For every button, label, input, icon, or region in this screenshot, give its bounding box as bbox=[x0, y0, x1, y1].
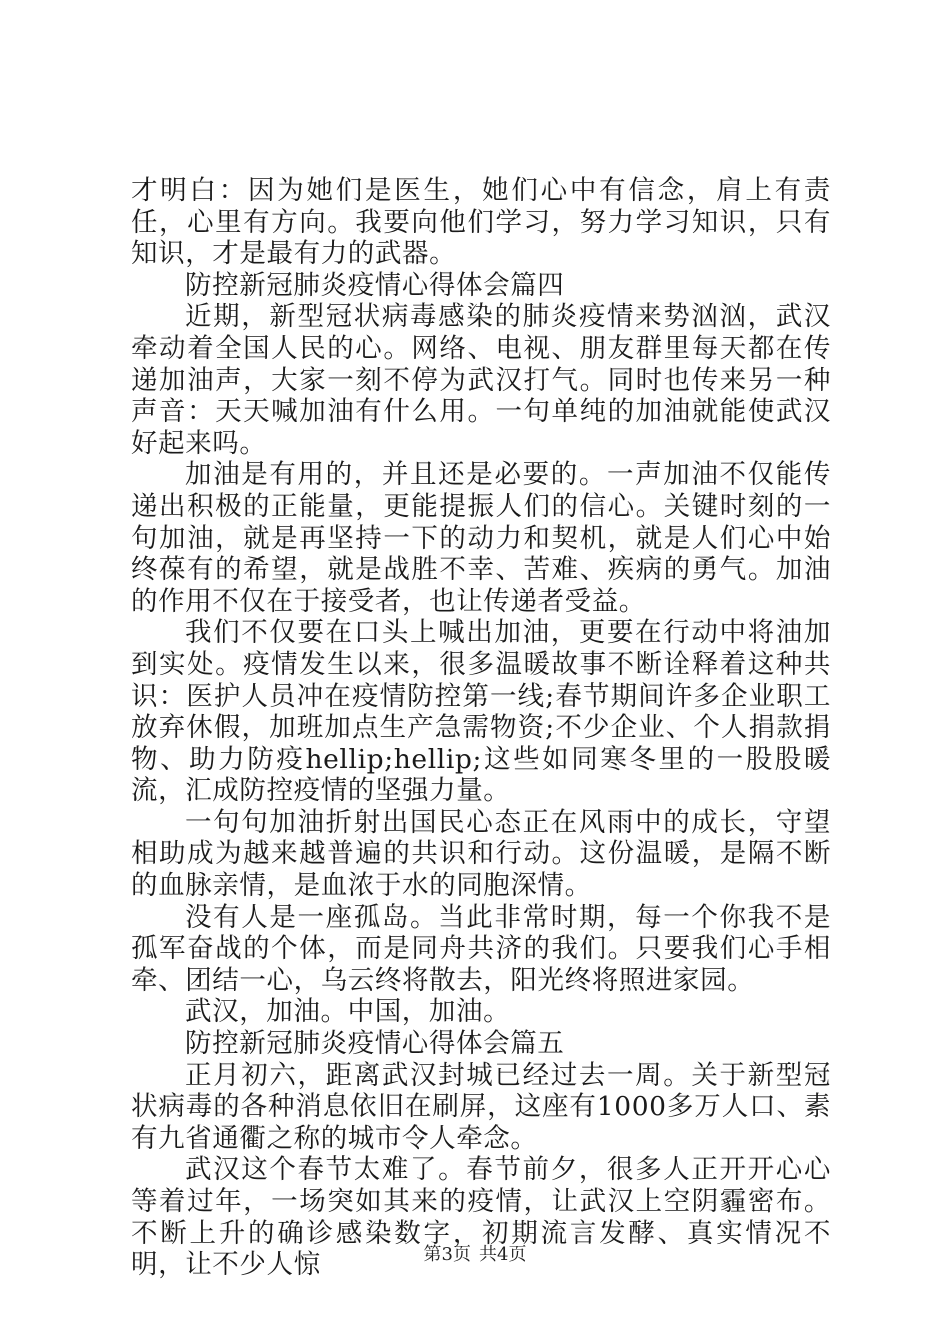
paragraph: 武汉，加油。中国，加油。 bbox=[185, 996, 511, 1028]
page-total: 共4页 bbox=[479, 1244, 527, 1265]
paragraph-continuation: 才明白：因为她们是医生，她们心中有信念，肩上有责任，心里有方向。我要向他们学习，努力学习知识，只有知识，才是最有力的武器。 bbox=[131, 175, 831, 270]
paragraph: 我们不仅要在口头上喊出加油，更要在行动中将油加到实处。疫情发生以来，很多温暖故事不断诠释着这种共识：医护人员冲在疫情防控第一线;春节期间许多企业职工放弃休假，加班加点生产急需物资;不少企业、个人捐款捐物、助力防疫hellip;hellip;这些如同寒冬里的一股股暖流，汇成防控疫情的坚强力量。 bbox=[131, 617, 831, 807]
section-heading-part-5: 防控新冠肺炎疫情心得体会篇五 bbox=[185, 1028, 565, 1060]
paragraph: 正月初六，距离武汉封城已经过去一周。关于新型冠状病毒的各种消息依旧在刷屏，这座有1000多万人口、素有九省通衢之称的城市令人牵念。 bbox=[131, 1059, 831, 1154]
section-heading-part-4: 防控新冠肺炎疫情心得体会篇四 bbox=[185, 269, 565, 301]
document-body bbox=[131, 175, 831, 1281]
paragraph: 一句句加油折射出国民心态正在风雨中的成长，守望相助成为越来越普遍的共识和行动。这份温暖，是隔不断的血脉亲情，是血浓于水的同胞深情。 bbox=[131, 806, 831, 902]
page-footer bbox=[0, 1244, 950, 1266]
paragraph: 武汉这个春节太难了。春节前夕，很多人正开开心心等着过年，一场突如其来的疫情，让武汉上空阴霾密布。不断上升的确诊感染数字，初期流言发酵、真实情况不明，让不少人惊 bbox=[131, 1154, 831, 1281]
paragraph: 没有人是一座孤岛。当此非常时期，每一个你我不是孤军奋战的个体，而是同舟共济的我们。只要我们心手相牵、团结一心，乌云终将散去，阳光终将照进家园。 bbox=[131, 901, 831, 996]
paragraph: 加油是有用的，并且还是必要的。一声加油不仅能传递出积极的正能量，更能提振人们的信心。关键时刻的一句加油，就是再坚持一下的动力和契机，就是人们心中始终葆有的希望，就是战胜不幸、苦难、疾病的勇气。加油的作用不仅在于接受者，也让传递者受益。 bbox=[131, 459, 831, 617]
page-number: 第3页 bbox=[423, 1244, 471, 1265]
paragraph: 近期，新型冠状病毒感染的肺炎疫情来势汹汹，武汉牵动着全国人民的心。网络、电视、朋友群里每天都在传递加油声，大家一刻不停为武汉打气。同时也传来另一种声音：天天喊加油有什么用。一句单纯的加油就能使武汉好起来吗。 bbox=[131, 301, 831, 459]
